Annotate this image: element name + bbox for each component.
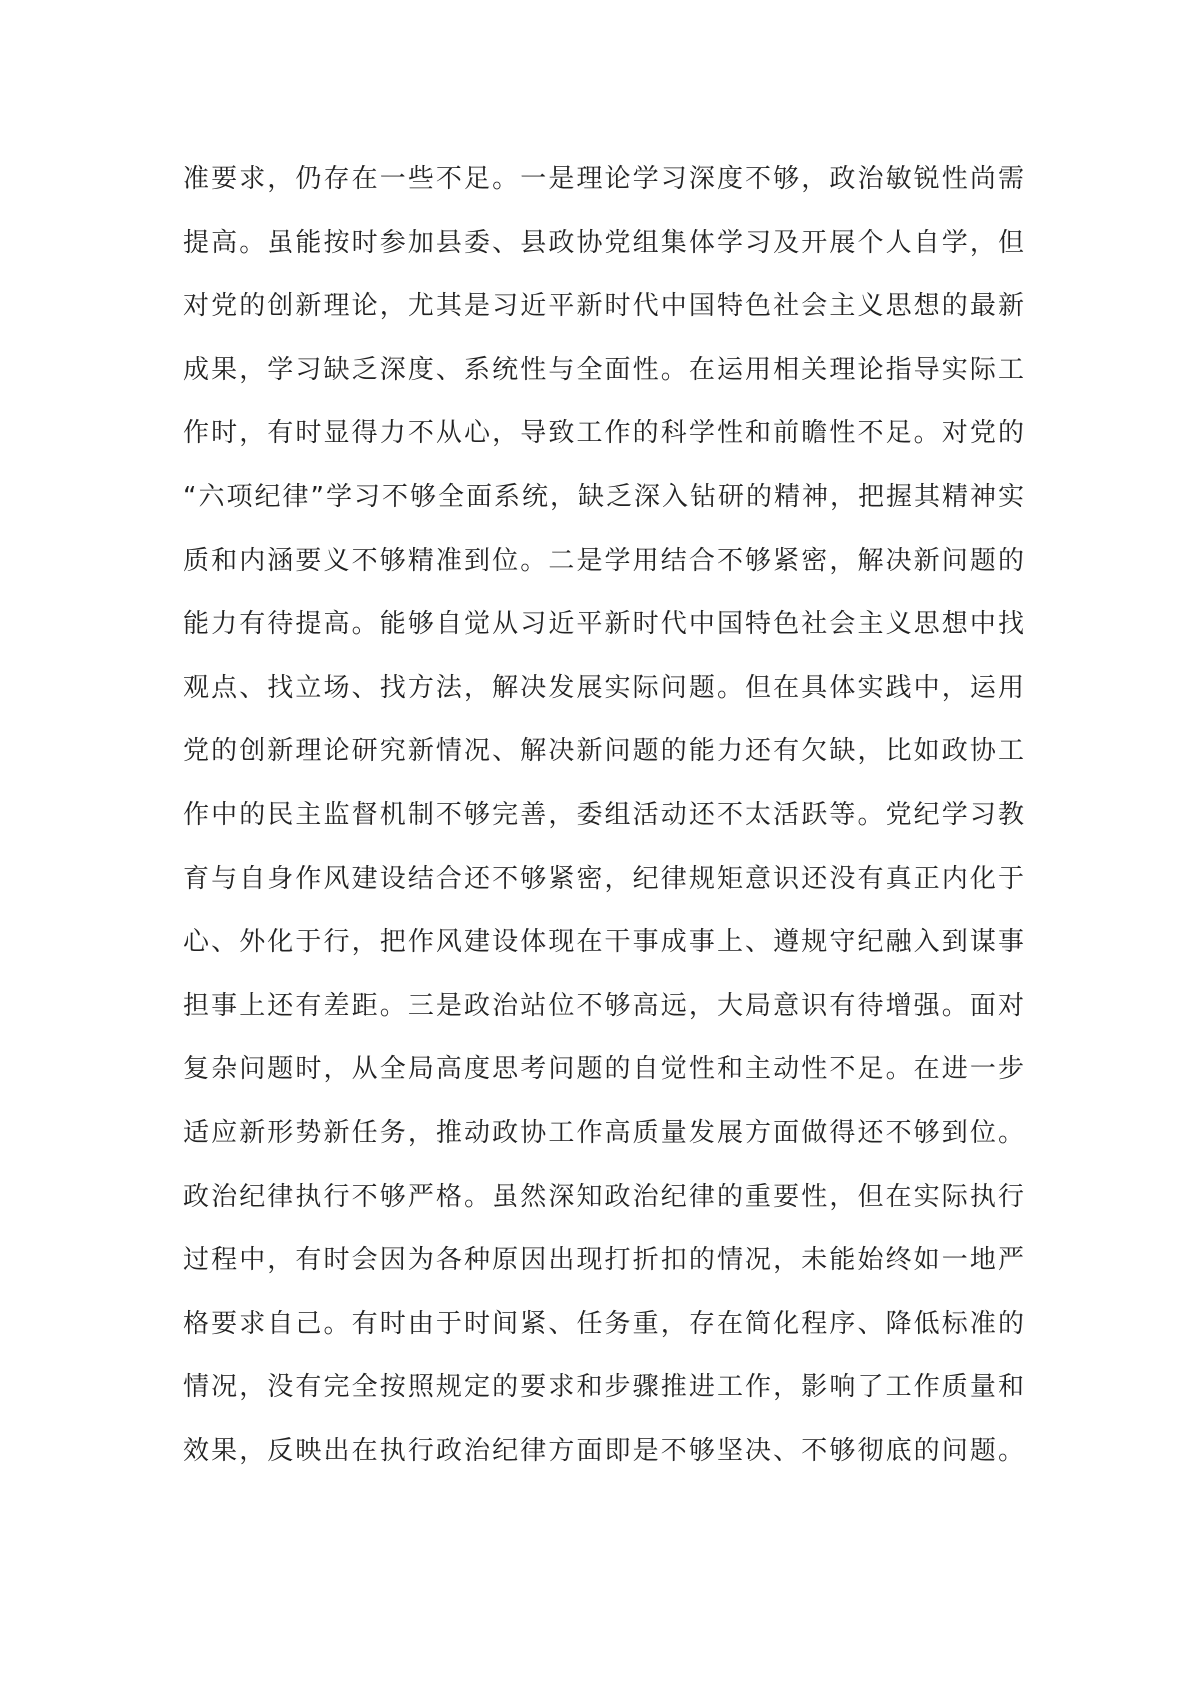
body-text — [183, 148, 1025, 1483]
text-line: 育与自身作风建设结合还不够紧密，纪律规矩意识还没有真正内化于 — [183, 863, 1025, 894]
text-line: 观点、找立场、找方法，解决发展实际问题。但在具体实践中，运用 — [183, 672, 1025, 703]
text-line: 作时，有时显得力不从心，导致工作的科学性和前瞻性不足。对党的 — [183, 418, 1025, 449]
text-line: 对党的创新理论，尤其是习近平新时代中国特色社会主义思想的最新 — [183, 291, 1025, 322]
text-line: 过程中，有时会因为各种原因出现打折扣的情况，未能始终如一地严 — [183, 1245, 1025, 1276]
text-line: 格要求自己。有时由于时间紧、任务重，存在简化程序、降低标准的 — [183, 1308, 1025, 1339]
text-line: “六项纪律”学习不够全面系统，缺乏深入钻研的精神，把握其精神实 — [183, 481, 1025, 512]
text-line: 提高。虽能按时参加县委、县政协党组集体学习及开展个人自学，但 — [183, 227, 1025, 258]
text-line: 担事上还有差距。三是政治站位不够高远，大局意识有待增强。面对 — [183, 990, 1025, 1021]
text-line: 能力有待提高。能够自觉从习近平新时代中国特色社会主义思想中找 — [183, 609, 1025, 640]
text-line: 复杂问题时，从全局高度思考问题的自觉性和主动性不足。在进一步 — [183, 1054, 1025, 1085]
text-line: 心、外化于行，把作风建设体现在干事成事上、遵规守纪融入到谋事 — [183, 927, 1025, 958]
text-line: 准要求，仍存在一些不足。一是理论学习深度不够，政治敏锐性尚需 — [183, 164, 1025, 194]
text-line: 作中的民主监督机制不够完善，委组活动还不太活跃等。党纪学习教 — [183, 799, 1025, 830]
text-line: 效果，反映出在执行政治纪律方面即是不够坚决、不够彻底的问题。 — [183, 1435, 1025, 1466]
text-line: 成果，学习缺乏深度、系统性与全面性。在运用相关理论指导实际工 — [183, 354, 1025, 385]
text-line: 质和内涵要义不够精准到位。二是学用结合不够紧密，解决新问题的 — [183, 545, 1025, 576]
text-line: 情况，没有完全按照规定的要求和步骤推进工作，影响了工作质量和 — [183, 1372, 1025, 1403]
text-line: 党的创新理论研究新情况、解决新问题的能力还有欠缺，比如政协工 — [183, 736, 1025, 767]
text-line: 适应新形势新任务，推动政协工作高质量发展方面做得还不够到位。 — [183, 1117, 1025, 1148]
text-line: 政治纪律执行不够严格。虽然深知政治纪律的重要性，但在实际执行 — [183, 1181, 1025, 1212]
